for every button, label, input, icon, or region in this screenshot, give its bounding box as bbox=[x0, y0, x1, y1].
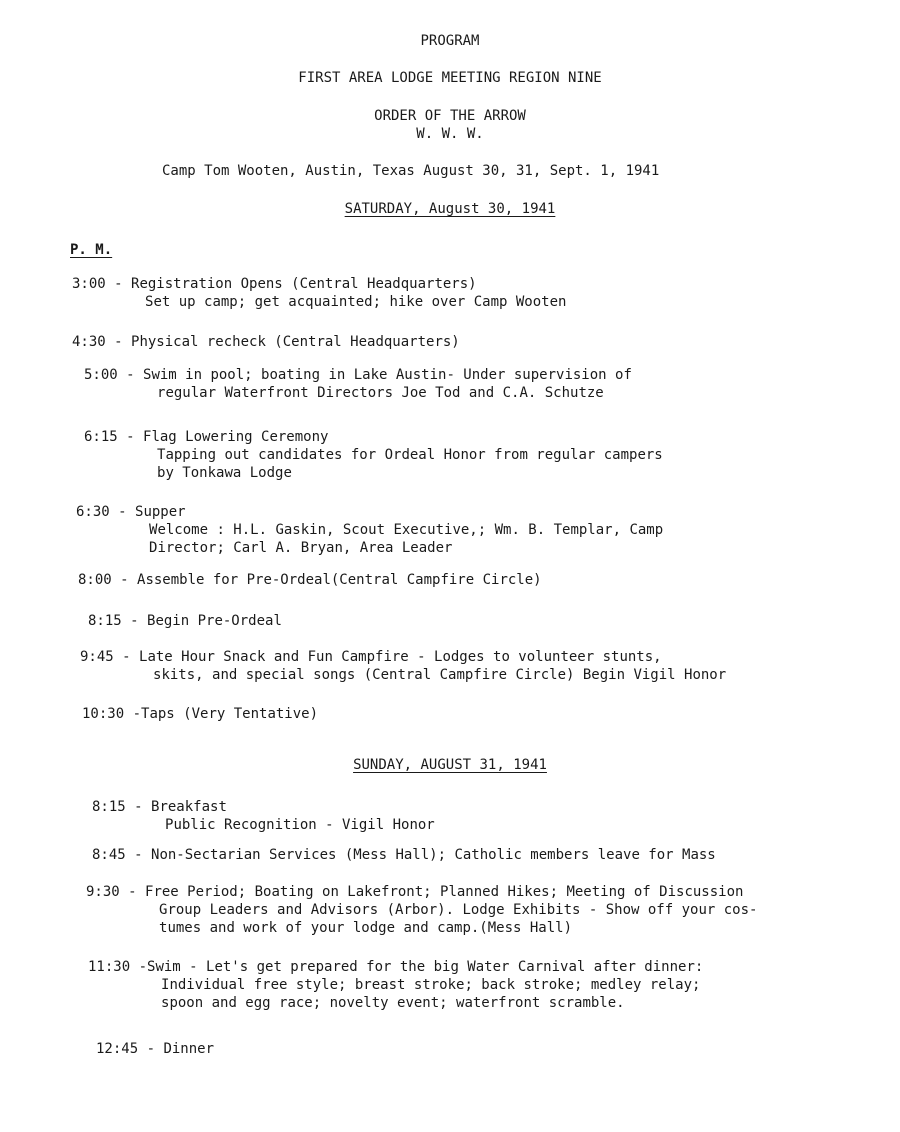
entry-description bbox=[131, 275, 566, 311]
entry-line: Swim in pool; boating in Lake Austin- Under supervision of bbox=[143, 367, 632, 383]
location-dates: Camp Tom Wooten, Austin, Texas August 30, 31, Sept. 1, 1941 bbox=[162, 163, 660, 179]
schedule-entry bbox=[80, 648, 726, 684]
schedule-entry bbox=[88, 612, 282, 630]
entry-line: Swim - Let's get prepared for the big Water Carnival after dinner: bbox=[147, 959, 704, 975]
entry-description bbox=[141, 705, 318, 723]
entry-time: 9:30 bbox=[86, 884, 120, 900]
entry-line: Registration Opens (Central Headquarters) bbox=[131, 276, 477, 292]
entry-line: Director; Carl A. Bryan, Area Leader bbox=[149, 540, 453, 556]
entry-separator: - bbox=[124, 706, 142, 722]
schedule-entry bbox=[88, 958, 703, 1012]
sunday-heading: SUNDAY, AUGUST 31, 1941 bbox=[353, 757, 547, 773]
entry-time: 3:00 bbox=[72, 276, 106, 292]
entry-description bbox=[163, 1040, 214, 1058]
program-title: PROGRAM bbox=[420, 33, 480, 49]
entry-description bbox=[147, 958, 703, 1012]
entry-line: Public Recognition - Vigil Honor bbox=[165, 817, 435, 833]
schedule-entry bbox=[86, 883, 757, 937]
entry-separator: - bbox=[105, 276, 132, 292]
entry-separator: - bbox=[111, 572, 138, 588]
entry-time: 4:30 bbox=[72, 334, 106, 350]
entry-line: Assemble for Pre-Ordeal(Central Campfire Circle) bbox=[137, 572, 542, 588]
organization-name: ORDER OF THE ARROW bbox=[374, 108, 526, 124]
entry-description bbox=[151, 798, 435, 834]
entry-separator: - bbox=[109, 504, 136, 520]
entry-time: 5:00 bbox=[84, 367, 118, 383]
entry-separator: - bbox=[121, 613, 148, 629]
schedule-entry bbox=[92, 798, 435, 834]
entry-separator: - bbox=[138, 1041, 164, 1057]
organization-subtitle: W. W. W. bbox=[416, 126, 484, 142]
entry-line: skits, and special songs (Central Campfire Circle) Begin Vigil Honor bbox=[153, 667, 727, 683]
entry-line: Flag Lowering Ceremony bbox=[143, 429, 329, 445]
entry-line: Begin Pre-Ordeal bbox=[147, 613, 282, 629]
entry-line: Non-Sectarian Services (Mess Hall); Catholic members leave for Mass bbox=[151, 847, 716, 863]
entry-line: by Tonkawa Lodge bbox=[157, 465, 292, 481]
entry-time: 8:45 bbox=[92, 847, 126, 863]
pm-label: P. M. bbox=[70, 242, 113, 258]
entry-time: 10:30 bbox=[82, 706, 125, 722]
entry-line: Late Hour Snack and Fun Campfire - Lodges to volunteer stunts, bbox=[139, 649, 662, 665]
entry-time: 8:15 bbox=[88, 613, 122, 629]
entry-line: Tapping out candidates for Ordeal Honor from regular campers bbox=[157, 447, 663, 463]
entry-line: Dinner bbox=[163, 1041, 215, 1057]
entry-time: 8:00 bbox=[78, 572, 112, 588]
entry-description bbox=[151, 846, 716, 864]
entry-line: Breakfast bbox=[151, 799, 227, 815]
entry-separator: - bbox=[130, 959, 148, 975]
entry-description bbox=[143, 366, 632, 402]
schedule-entry bbox=[84, 428, 663, 482]
entry-time: 6:15 bbox=[84, 429, 118, 445]
entry-separator: - bbox=[125, 799, 152, 815]
schedule-entry bbox=[78, 571, 542, 589]
entry-line: Taps (Very Tentative) bbox=[141, 706, 319, 722]
entry-line: Supper bbox=[135, 504, 186, 520]
schedule-entry bbox=[72, 275, 566, 311]
entry-line: Welcome : H.L. Gaskin, Scout Executive,; Wm. B. Templar, Camp bbox=[149, 522, 664, 538]
entry-description bbox=[139, 648, 726, 684]
entry-line: Free Period; Boating on Lakefront; Planned Hikes; Meeting of Discussion bbox=[145, 884, 744, 900]
entry-time: 11:30 bbox=[88, 959, 131, 975]
schedule-entry bbox=[96, 1040, 214, 1058]
schedule-entry bbox=[76, 503, 663, 557]
entry-time: 9:45 bbox=[80, 649, 114, 665]
entry-line: Physical recheck (Central Headquarters) bbox=[131, 334, 460, 350]
entry-separator: - bbox=[117, 367, 144, 383]
entry-time: 8:15 bbox=[92, 799, 126, 815]
schedule-entry bbox=[72, 333, 460, 351]
entry-description bbox=[135, 503, 663, 557]
entry-line: Group Leaders and Advisors (Arbor). Lodge Exhibits - Show off your cos- bbox=[159, 902, 758, 918]
schedule-entry bbox=[92, 846, 716, 864]
entry-separator: - bbox=[119, 884, 146, 900]
meeting-title: FIRST AREA LODGE MEETING REGION NINE bbox=[298, 70, 602, 86]
entry-description bbox=[131, 333, 460, 351]
entry-separator: - bbox=[105, 334, 132, 350]
schedule-entry bbox=[84, 366, 632, 402]
entry-line: tumes and work of your lodge and camp.(Mess Hall) bbox=[159, 920, 573, 936]
entry-line: Individual free style; breast stroke; back stroke; medley relay; bbox=[161, 977, 701, 993]
entry-time: 12:45 bbox=[96, 1041, 139, 1057]
entry-separator: - bbox=[113, 649, 140, 665]
entry-line: Set up camp; get acquainted; hike over Camp Wooten bbox=[145, 294, 567, 310]
entry-description bbox=[143, 428, 663, 482]
entry-description bbox=[137, 571, 542, 589]
entry-line: spoon and egg race; novelty event; waterfront scramble. bbox=[161, 995, 625, 1011]
entry-separator: - bbox=[125, 847, 152, 863]
entry-description bbox=[145, 883, 757, 937]
entry-line: regular Waterfront Directors Joe Tod and C.A. Schutze bbox=[157, 385, 604, 401]
entry-description bbox=[147, 612, 282, 630]
entry-separator: - bbox=[117, 429, 144, 445]
schedule-entry bbox=[82, 705, 318, 723]
entry-time: 6:30 bbox=[76, 504, 110, 520]
saturday-heading: SATURDAY, August 30, 1941 bbox=[344, 201, 556, 217]
